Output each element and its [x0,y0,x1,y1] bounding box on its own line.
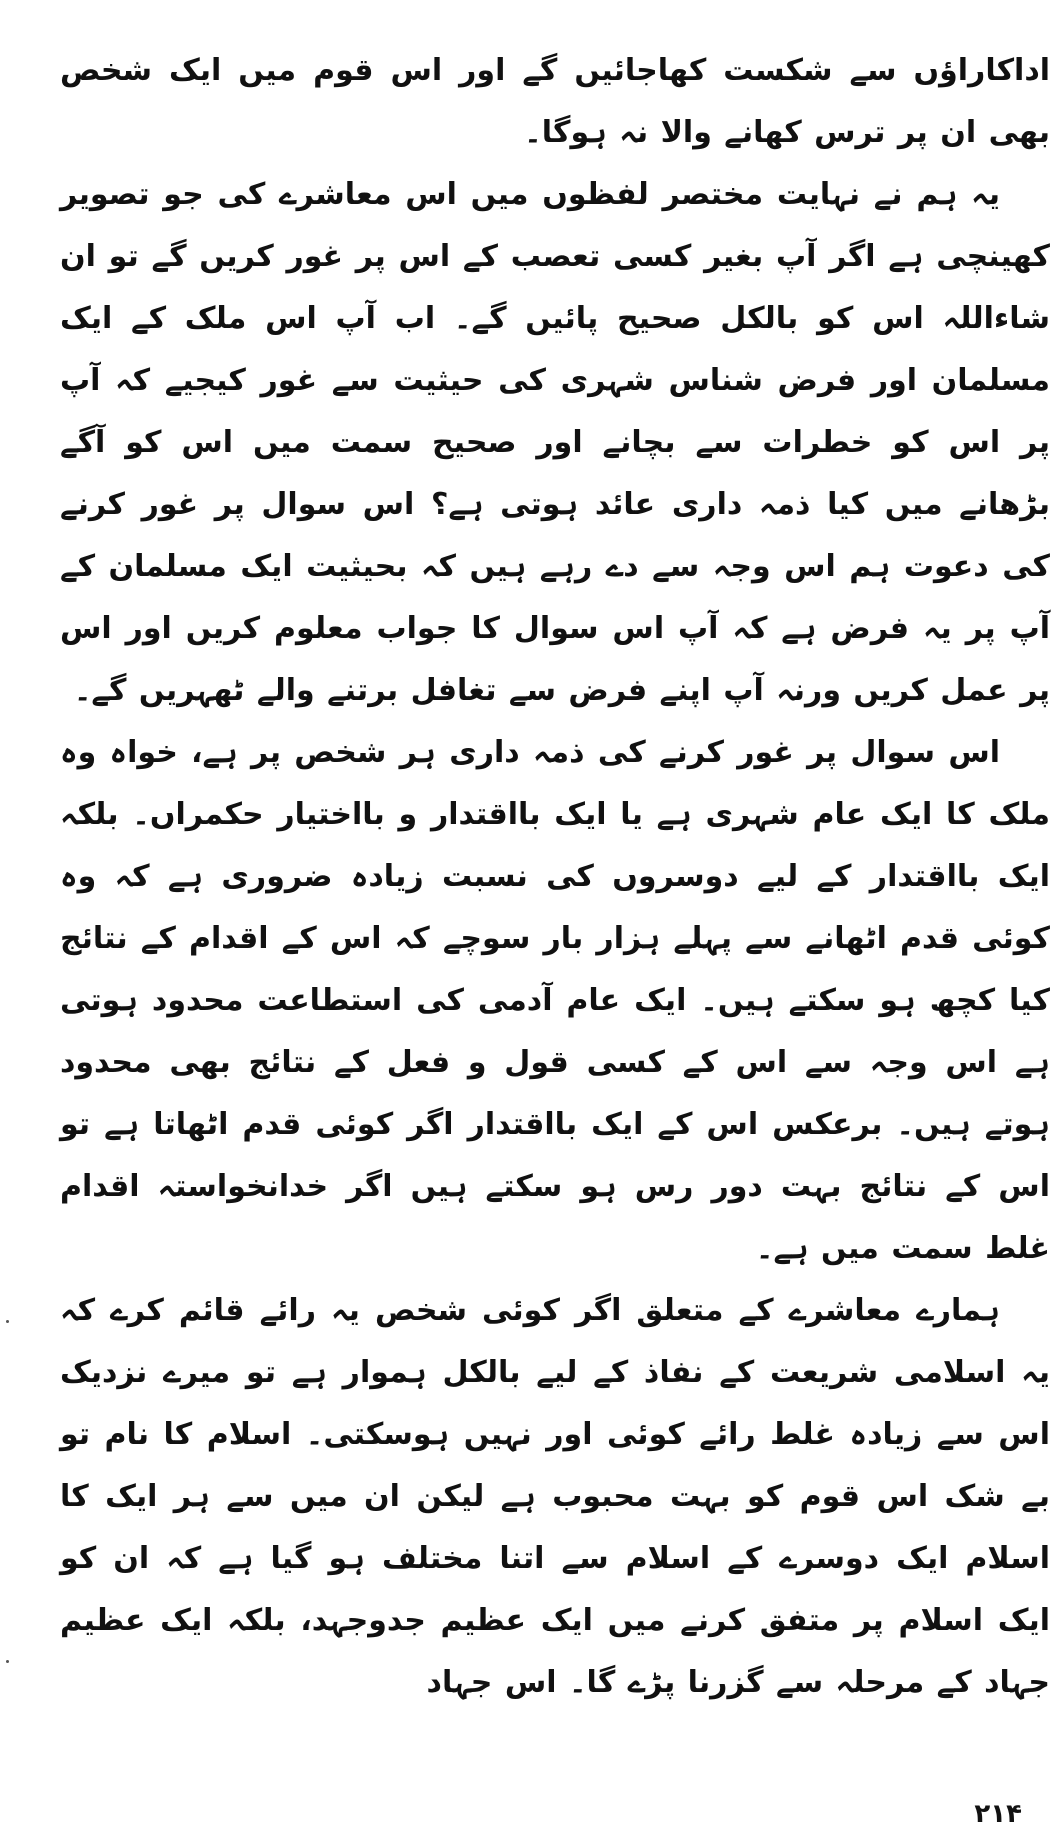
scan-speck [6,1660,9,1663]
paragraph-1: اداکاراؤں سے شکست کھاجائیں گے اور اس قوم میں ایک شخص بھی ان پر ترس کھانے والا نہ ہوگا۔ [60,53,1050,150]
paragraph-4: ہمارے معاشرے کے متعلق اگر کوئی شخص یہ رائے قائم کرے کہ یہ اسلامی شریعت کے نفاذ کے لیے بالکل ہموار ہے تو میرے نزدیک اس سے زیادہ غلط رائے کوئی اور نہیں ہوسکتی۔ اسلام کا نام تو بے شک اس قوم کو بہت محبوب ہے لیکن ان میں سے ہر ایک کا اسلام ایک دوسرے کے اسلام سے اتنا مختلف ہو گیا ہے کہ ان کو ایک اسلام پر متفق کرنے میں ایک عظیم جدوجہد، بلکہ ایک عظیم جہاد کے مرحلہ سے گزرنا پڑے گا۔ اس جہاد [60,1293,1050,1700]
paragraph-2: یہ ہم نے نہایت مختصر لفظوں میں اس معاشرے کی جو تصویر کھینچی ہے اگر آپ بغیر کسی تعصب کے اس پر غور کریں گے تو ان شاءاللہ اس کو بالکل صحیح پائیں گے۔ اب آپ اس ملک کے ایک مسلمان اور فرض شناس شہری کی حیثیت سے غور کیجیے کہ آپ پر اس کو خطرات سے بچانے اور صحیح سمت میں اس کو آگے بڑھانے میں کیا ذمہ داری عائد ہوتی ہے؟ اس سوال پر غور کرنے کی دعوت ہم اس وجہ سے دے رہے ہیں کہ بحیثیت ایک مسلمان کے آپ پر یہ فرض ہے کہ آپ اس سوال کا جواب معلوم کریں اور اس پر عمل کریں ورنہ آپ اپنے فرض سے تغافل برتنے والے ٹھہریں گے۔ [60,177,1050,708]
scan-speck [6,1320,9,1323]
paragraph-3: اس سوال پر غور کرنے کی ذمہ داری ہر شخص پر ہے، خواہ وہ ملک کا ایک عام شہری ہے یا ایک بااقتدار و بااختیار حکمراں۔ بلکہ ایک بااقتدار کے لیے دوسروں کی نسبت زیادہ ضروری ہے کہ وہ کوئی قدم اٹھانے سے پہلے ہزار بار سوچے کہ اس کے اقدام کے نتائج کیا کچھ ہو سکتے ہیں۔ ایک عام آدمی کی استطاعت محدود ہوتی ہے اس وجہ سے اس کے کسی قول و فعل کے نتائج بھی محدود ہوتے ہیں۔ برعکس اس کے ایک بااقتدار اگر کوئی قدم اٹھاتا ہے تو اس کے نتائج بہت دور رس ہو سکتے ہیں اگر خدانخواستہ اقدام غلط سمت میں ہے۔ [60,735,1050,1266]
document-page [60,40,1050,1820]
page-number: ۲۱۴ [974,1799,1022,1829]
